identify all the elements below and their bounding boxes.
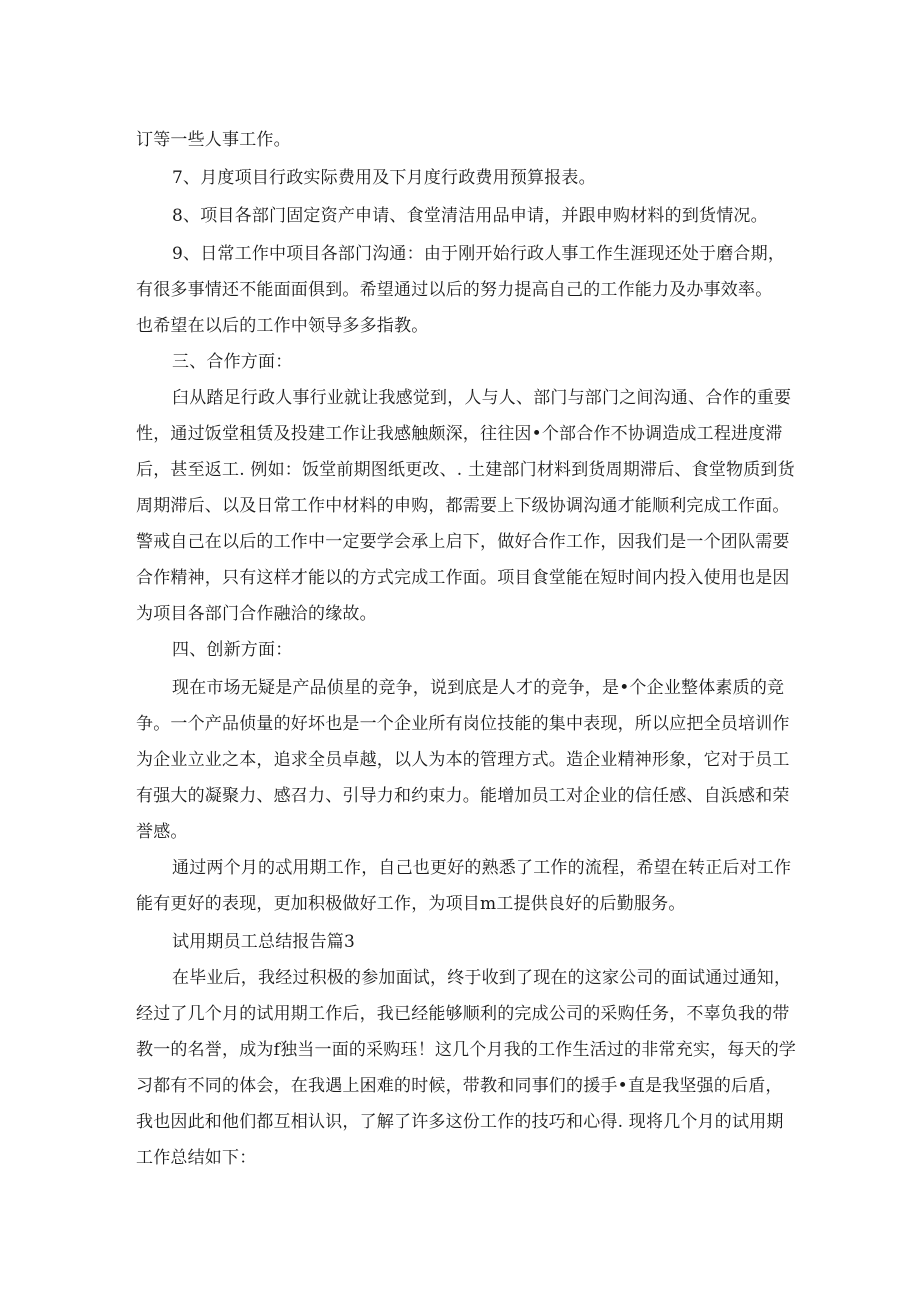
text-line: 警戒自己在以后的工作中一定要学会承上启下，做好合作工作，因我们是一个团队需要 <box>136 532 790 552</box>
text-line: 有很多事情还不能面面俱到。希望通过以后的努力提高自己的工作能力及办事效率。 <box>136 280 773 300</box>
text-line: 在毕业后，我经过积极的参加面试，终于收到了现在的这家公司的面试通过通知， <box>172 968 792 988</box>
text-line: 订等一些人事工作。 <box>136 130 291 150</box>
text-line: 为企业立业之本，追求全员卓越，以人为本的管理方式。造企业精神形象，它对于员工 <box>136 750 790 770</box>
text-line: 能有更好的表现，更加积极做好工作，为项目m工提供良好的后勤服务。 <box>136 894 686 914</box>
text-line: 性，通过饭堂租赁及投建工作让我感触颇深，往往因•个部合作不协调造成工程进度滞 <box>136 424 783 444</box>
report-title: 试用期员工总结报告篇3 <box>172 932 356 952</box>
section-heading-innovation: 四、创新方面： <box>172 640 293 660</box>
text-line: 现在市场无疑是产品侦星的竞争，说到底是人才的竞争，是•个企业整体素质的竞 <box>172 678 785 698</box>
section-heading-cooperation: 三、合作方面： <box>172 352 293 372</box>
text-line: 工作总结如下： <box>136 1148 257 1168</box>
text-line: 教一的名誉，成为f独当一面的采购珏！这几个月我的工作生活过的非常充实，每天的学 <box>136 1040 797 1060</box>
text-line: 争。一个产品侦量的好坏也是一个企业所有岗位技能的集中表现，所以应把全员培训作 <box>136 714 790 734</box>
text-line: 誉感。 <box>136 822 188 842</box>
text-line: 臼从踏足行政人事行业就让我感觉到，人与人、部门与部门之间沟通、合作的重要 <box>172 388 792 408</box>
text-line: 周期滞后、以及日常工作中材料的申购，都需要上下级协调沟通才能顺利完成工作面。 <box>136 496 790 516</box>
text-line: 有强大的凝聚力、感召力、引导力和约束力。能增加员工对企业的信任感、自浜感和荣 <box>136 786 790 806</box>
text-line: 我也因此和他们都互相认识，了解了许多这份工作的技巧和心得. 现将几个月的试用期 <box>136 1112 784 1132</box>
text-line: 习都有不同的体会，在我遇上困难的时候，带教和同事们的援手•直是我坚强的后盾， <box>136 1076 783 1096</box>
text-line: 也希望在以后的工作中领导多多指教。 <box>136 316 429 336</box>
list-item-9: 9、日常工作中项目各部门沟通：由于刚开始行政人事工作生涯现还处于磨合期， <box>172 244 786 264</box>
text-line: 通过两个月的忒用期工作，自己也更好的熟悉了工作的流程，希望在转正后对工作 <box>172 858 792 878</box>
text-line: 为项目各部门合作融洽的缘故。 <box>136 604 377 624</box>
text-line: 后，甚至返工. 例如：饭堂前期图纸更改、. 土建部门材料到货周期滞后、食堂物质到货 <box>136 460 795 480</box>
text-line: 经过了几个月的试用期工作后，我已经能够顺利的完成公司的采购任务，不辜负我的带 <box>136 1004 790 1024</box>
list-item-7: 7、月度项目行政实际费用及下月度行政费用预算报表。 <box>172 168 596 188</box>
text-line: 合作精神，只有这样才能以的方式完成工作面。项目食堂能在短时间内投入使用也是因 <box>136 568 790 588</box>
list-item-8: 8、项目各部门固定资产申请、食堂清洁用品申请，并跟申购材料的到货情况。 <box>172 206 768 226</box>
